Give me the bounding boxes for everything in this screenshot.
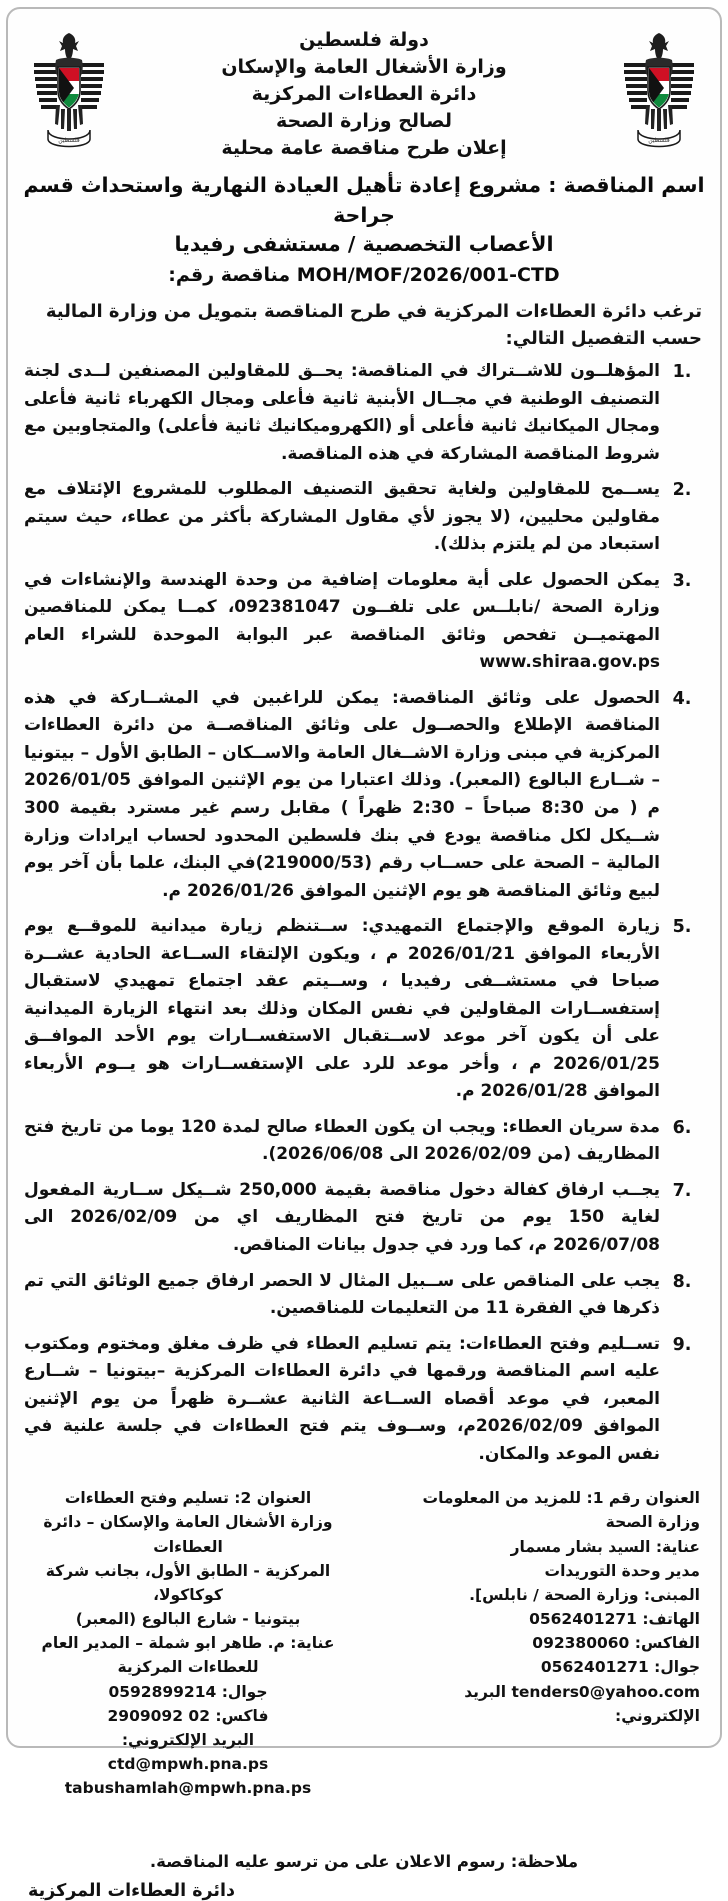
palestine-eagle-of-saladin-emblem — [32, 29, 106, 151]
list-item-text: مدة سريان العطاء: ويجب ان يكون العطاء صالح لمدة 120 يوما من تاريخ فتح المظاريف (من 2026/02/09 الى 2026/06/08). — [24, 1116, 660, 1165]
list-item-text: المؤهلــون للاشــتراك في المناقصة: يحــق للمقاولين المصنفين لــدى لجنة التصنيف الوطنية في مجــال الأبنية ثانية فأعلى ومجال الكهرباء ثانية فأعلى ومجال الميكانيك ثانية فأعلى أو (الكهروميكانيك ثانية فأعلى) والمتجاوبين مع شروط المناقصة المشاركة في هذه المناقصة. — [24, 361, 660, 464]
svg-text:فلسطين: فلسطين — [648, 137, 670, 144]
header-line-beneficiary: لصالح وزارة الصحة — [275, 109, 453, 132]
address-2-floor: المركزية - الطابق الأول، بجانب شركة كوكاكولا، — [45, 1561, 331, 1604]
header-line-ministry: وزارة الأشغال العامة والإسكان — [221, 55, 507, 78]
list-item-number: 4. — [672, 688, 692, 709]
address-2-heading: العنوان 2: تسليم وفتح العطاءات — [64, 1489, 312, 1508]
list-item-text: يســمح للمقاولين ولغاية تحقيق التصنيف المطلوب للمشروع الإئتلاف مع مقاولين محليين، (لا يجوز لأي مقاول المشاركة بأكثر من عطاء، حيث سيتم استبعاد من لم يلتزم بذلك). — [24, 479, 660, 555]
list-item-number: 8. — [672, 1271, 692, 1292]
address-2-mobile: جوال: 0592899214 — [108, 1682, 268, 1701]
intro-paragraph: ترغب دائرة العطاءات المركزية في طرح المناقصة بتمويل من وزارة المالية حسب التفصيل التالي: — [45, 301, 702, 350]
list-item-number: 3. — [672, 570, 692, 591]
list-item — [24, 1331, 704, 1469]
address-2-street: بيتونيا - شارع البالوع (المعبر) — [75, 1610, 301, 1629]
list-item — [24, 567, 704, 677]
list-item-text: يمكن الحصول على أية معلومات إضافية من وحدة الهندسة والإنشاءات في وزارة الصحة /نابلــس على تلفــون 092381047، كمــا يمكن للمناقصين المهتميــن تفحص وثائق المناقصة عبر البوابة الموحدة للشراء العام www.shiraa.gov.ps — [24, 569, 660, 673]
tender-number — [22, 261, 706, 290]
list-item-number: 7. — [672, 1180, 692, 1201]
list-item — [24, 476, 704, 559]
address-1-email[interactable]: tenders0@yahoo.com — [511, 1682, 700, 1701]
svg-text:فلسطين: فلسطين — [58, 137, 80, 144]
list-item-number: 5. — [672, 917, 692, 938]
header-title-lines — [22, 19, 706, 162]
document-header — [22, 19, 706, 169]
list-item — [24, 358, 704, 468]
address-2-email-label: البريد الإلكتروني: — [121, 1730, 255, 1749]
contacts-section — [28, 1486, 700, 1800]
list-item-number: 2. — [672, 480, 692, 501]
address-1-fax: الفاكس: 092380060 — [532, 1634, 700, 1653]
tender-number-code: MOH/MOF/2026/001-CTD — [296, 263, 560, 286]
address-1-organization: وزارة الصحة — [605, 1513, 700, 1532]
list-item-text: تســليم وفتح العطاءات: يتم تسليم العطاء في ظرف مغلق ومختوم ومكتوب عليه اسم المناقصة ورقمها في دائرة العطاءات المركزية –بيتونيا – شــارع المعبر، في موعد أقصاه الســاعة الثانية عشــرة ظهراً من يوم الإثنين الموافق 2026/02/09م، وســوف يتم فتح العطاءات في جلسة علنية في نفس الموعد والمكان. — [24, 1333, 661, 1464]
palestine-eagle-of-saladin-emblem — [622, 29, 696, 151]
tender-number-label: مناقصة رقم: — [168, 263, 291, 286]
address-1-mobile: جوال: 0562401271 — [540, 1658, 700, 1677]
contact-address-1 — [415, 1486, 700, 1800]
document-sheet — [6, 7, 722, 1901]
address-1-email-label: البريد الإلكتروني: — [464, 1682, 700, 1725]
address-1-role: مدير وحدة التوريدات — [544, 1561, 700, 1580]
address-2-email-1[interactable]: ctd@mpwh.pna.ps — [107, 1755, 269, 1774]
address-2-fax: فاكس: 02 2909092 — [107, 1706, 269, 1725]
address-1-attention: عناية: السيد بشار مسمار — [510, 1537, 700, 1556]
list-item-text: زيارة الموقع والإجتماع التمهيدي: ســتنظم زيارة ميدانية للموقــع يوم الأربعاء الموافق 2026/01/21 م ، ويكون الإلتقاء الســاعة الحادية عشــرة صباحا في مستشــفى رفيديا ، وســيتم عقد اجتماع تمهيدي لاستقبال إستفســارات المقاولين في نفس المكان وذلك بعد انتهاء الزيارة الميدانية على أن يكون آخر موعد لاســتقبال الاستفســارات يوم الأحد الموافــق 2026/01/25 م ، وأخر موعد للرد على الإستفســارات هو يــوم الأربعاء الموافق 2026/01/28 م. — [24, 916, 660, 1102]
tender-name-line-2: الأعصاب التخصصية / مستشفى رفيديا — [174, 232, 554, 257]
list-item — [24, 1268, 704, 1323]
contact-address-2 — [28, 1486, 348, 1800]
list-item — [24, 1177, 704, 1260]
list-item-number: 6. — [672, 1117, 692, 1138]
address-1-heading: العنوان رقم 1: للمزيد من المعلومات — [422, 1489, 700, 1508]
list-item — [24, 1114, 704, 1169]
header-line-state: دولة فلسطين — [299, 29, 429, 51]
list-item — [24, 913, 704, 1106]
address-2-organization: وزارة الأشغال العامة والإسكان – دائرة العطاءات — [43, 1513, 333, 1556]
conditions-list — [24, 358, 704, 1468]
list-item-number: 1. — [672, 362, 692, 383]
tender-title-block — [22, 171, 706, 289]
list-item — [24, 685, 704, 905]
issuing-department-signature: دائرة العطاءات المركزية — [28, 1881, 235, 1901]
address-2-attention: عناية: م. طاهر ابو شملة – المدير العام للعطاءات المركزية — [41, 1634, 335, 1677]
address-1-email-row — [415, 1680, 700, 1728]
list-item-text: الحصول على وثائق المناقصة: يمكن للراغبين في المشــاركة في هذه المناقصة الإطلاع والحصــول على وثائق المناقصــة من دائرة العطاءات المركزية في مبنى وزارة الاشــغال العامة والاســكان – الطابق الأول – بيتونيا – شــارع البالوع (المعبر). وذلك اعتبارا من يوم الإثنين الموافق 2026/01/05 م ( من 8:30 صباحاً – 2:30 ظهراً ) مقابل رسم غير مسترد بقيمة 300 شــيكل لكل مناقصة يودع في بنك فلسطين المحدود لحساب ايرادات وزارة المالية – الصحة على حســاب رقم (219000/53)في البنك، علما بأن آخر يوم لبيع وثائق المناقصة هو يوم الإثنين الموافق 2026/01/26 م. — [24, 687, 661, 901]
address-2-email-2[interactable]: tabushamlah@mpwh.pna.ps — [64, 1779, 312, 1798]
address-1-phone: الهاتف: 0562401271 — [529, 1610, 700, 1629]
list-item-number: 9. — [672, 1334, 692, 1355]
advertisement-fee-note: ملاحظة: رسوم الاعلان على من ترسو عليه المناقصة. — [149, 1852, 579, 1872]
address-1-building: المبنى: وزارة الصحة / نابلس]. — [469, 1585, 700, 1604]
list-item-text: يجــب ارفاق كفالة دخول مناقصة بقيمة 250,000 شــيكل ســارية المفعول لغاية 150 يوم من تاريخ فتح المظاريف اي من 2026/02/09 الى 2026/07/08 م، كما ورد في جدول بيانات المناقص. — [24, 1179, 660, 1255]
tender-name-line-1: اسم المناقصة : مشروع إعادة تأهيل العيادة النهارية واستحداث قسم جراحة — [23, 173, 705, 227]
header-line-announcement: إعلان طرح مناقصة عامة محلية — [221, 136, 507, 159]
header-line-department: دائرة العطاءات المركزية — [251, 82, 477, 105]
list-item-text: يجب على المناقص على ســبيل المثال لا الحصر ارفاق جميع الوثائق التي تم ذكرها في الفقرة 11 من التعليمات للمناقصين. — [24, 1270, 660, 1319]
